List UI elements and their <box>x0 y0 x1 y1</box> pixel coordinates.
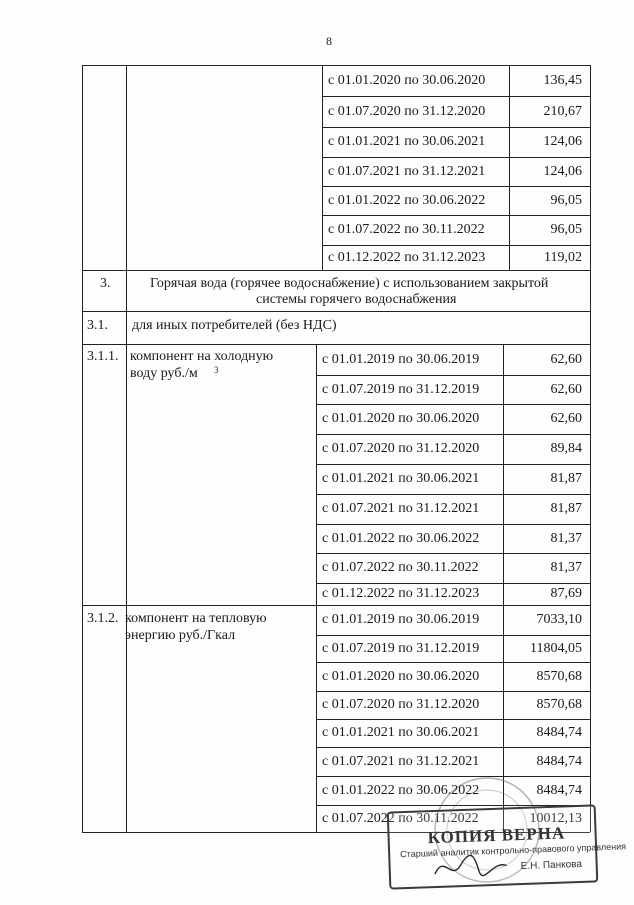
period-cell: с 01.01.2020 по 30.06.2020 <box>322 669 480 684</box>
value-cell: 96,05 <box>550 193 582 208</box>
period-cell: с 01.01.2019 по 30.06.2019 <box>322 352 480 367</box>
period-cell: с 01.07.2020 по 31.12.2020 <box>328 104 486 119</box>
period-cell: с 01.12.2022 по 31.12.2023 <box>322 586 480 601</box>
section-number: 3.1. <box>87 318 108 333</box>
row-divider <box>322 157 590 158</box>
value-cell: 124,06 <box>543 164 582 179</box>
period-cell: с 01.07.2020 по 31.12.2020 <box>322 697 480 712</box>
row-divider <box>82 344 590 345</box>
section-title: системы горячего водоснабжения <box>256 292 457 307</box>
row-divider <box>322 186 590 187</box>
page-number: 8 <box>326 34 332 48</box>
value-cell: 87,69 <box>550 586 582 601</box>
certified-copy-stamp <box>387 804 627 889</box>
value-cell: 124,06 <box>543 134 582 149</box>
period-cell: с 01.01.2020 по 30.06.2020 <box>322 411 480 426</box>
period-cell: с 01.01.2021 по 30.06.2021 <box>328 134 486 149</box>
value-cell: 96,05 <box>550 222 582 237</box>
period-cell: с 01.01.2022 по 30.06.2022 <box>322 531 480 546</box>
row-divider <box>82 270 590 271</box>
value-cell: 8484,74 <box>536 725 582 740</box>
row-divider <box>316 635 590 636</box>
row-divider <box>316 662 590 663</box>
row-description: компонент на тепловую <box>125 611 267 626</box>
row-divider <box>322 245 590 246</box>
value-cell: 8570,68 <box>536 697 582 712</box>
period-cell: с 01.07.2022 по 30.11.2022 <box>328 222 485 237</box>
row-divider <box>316 524 590 525</box>
row-divider <box>316 434 590 435</box>
value-cell: 8484,74 <box>536 783 582 798</box>
value-cell: 81,87 <box>550 471 582 486</box>
value-cell: 136,45 <box>543 73 582 88</box>
row-divider <box>322 127 590 128</box>
period-cell: с 01.07.2019 по 31.12.2019 <box>322 382 480 397</box>
section-number: 3. <box>100 276 111 291</box>
value-cell: 81,37 <box>550 560 582 575</box>
row-divider <box>322 215 590 216</box>
value-cell: 119,02 <box>544 250 582 265</box>
table-border-top <box>82 65 590 66</box>
row-divider <box>316 404 590 405</box>
period-cell: с 01.07.2021 по 31.12.2021 <box>328 164 486 179</box>
signature-icon <box>430 849 511 882</box>
period-cell: с 01.01.2022 по 30.06.2022 <box>328 193 486 208</box>
section-title: Горячая вода (горячее водоснабжение) с использованием закрытой <box>150 276 549 291</box>
row-divider <box>316 553 590 554</box>
stamp-name: Е.Н. Панкова <box>520 858 583 873</box>
col-divider-period <box>316 344 317 832</box>
row-divider <box>316 691 590 692</box>
period-cell: с 01.01.2019 по 30.06.2019 <box>322 612 480 627</box>
section-title: для иных потребителей (без НДС) <box>132 318 337 333</box>
col-divider-desc <box>126 65 127 270</box>
period-cell: с 01.12.2022 по 31.12.2023 <box>328 250 486 265</box>
period-cell: с 01.01.2021 по 30.06.2021 <box>322 471 480 486</box>
value-cell: 62,60 <box>550 352 582 367</box>
value-cell: 81,87 <box>550 501 582 516</box>
period-cell: с 01.01.2022 по 30.06.2022 <box>322 783 480 798</box>
value-cell: 7033,10 <box>536 612 582 627</box>
period-cell: с 01.07.2021 по 31.12.2021 <box>322 754 480 769</box>
row-divider <box>316 375 590 376</box>
row-divider <box>316 583 590 584</box>
period-cell: с 01.07.2022 по 30.11.2022 <box>322 811 479 826</box>
col-divider-num <box>126 270 127 344</box>
row-divider <box>82 605 590 606</box>
value-cell: 11804,05 <box>530 641 582 656</box>
value-cell: 10012,13 <box>529 811 582 826</box>
row-divider <box>316 494 590 495</box>
value-cell: 8570,68 <box>536 669 582 684</box>
period-cell: с 01.01.2020 по 30.06.2020 <box>328 73 486 88</box>
row-divider <box>316 747 590 748</box>
value-cell: 62,60 <box>550 411 582 426</box>
table-border-left <box>82 65 83 832</box>
row-divider <box>322 96 590 97</box>
row-description: воду руб./м <box>130 366 198 381</box>
period-cell: с 01.07.2021 по 31.12.2021 <box>322 501 480 516</box>
period-cell: с 01.07.2022 по 30.11.2022 <box>322 560 479 575</box>
stamp-position: Старший аналитик контрольно-правового управления <box>400 841 627 860</box>
section-number: 3.1.2. <box>87 611 119 626</box>
table-border-right <box>590 65 591 832</box>
row-divider <box>316 464 590 465</box>
row-description: компонент на холодную <box>130 349 274 364</box>
period-cell: с 01.01.2021 по 30.06.2021 <box>322 725 480 740</box>
stamp-title: КОПИЯ ВЕРНА <box>427 823 566 848</box>
period-cell: с 01.07.2020 по 31.12.2020 <box>322 441 480 456</box>
value-cell: 8484,74 <box>536 754 582 769</box>
value-cell: 62,60 <box>550 382 582 397</box>
row-description: энергию руб./Гкал <box>125 628 236 643</box>
period-cell: с 01.07.2019 по 31.12.2019 <box>322 641 480 656</box>
value-cell: 89,84 <box>550 441 582 456</box>
value-cell: 81,37 <box>550 531 582 546</box>
unit-superscript: 3 <box>214 365 219 375</box>
row-divider <box>316 719 590 720</box>
col-divider-value <box>503 344 504 832</box>
value-cell: 210,67 <box>543 104 582 119</box>
section-number: 3.1.1. <box>87 349 119 364</box>
col-divider-desc <box>126 344 127 832</box>
row-divider <box>82 311 590 312</box>
